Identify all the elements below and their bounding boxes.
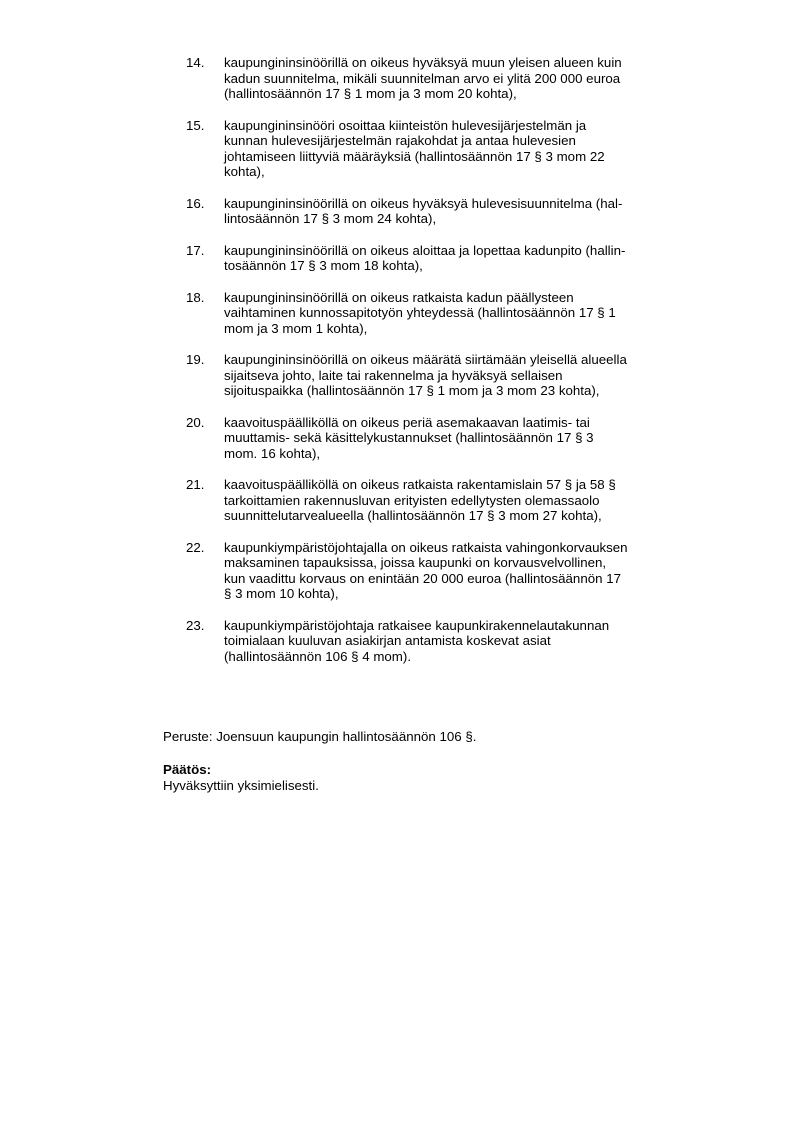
list-item bbox=[186, 55, 656, 102]
item-text: kaupungininsinööri osoittaa kiinteistön hulevesijärjestelmän ja kunnan hulevesijärjestelmän rajakohdat ja antaa hulevesien johtamiseen liittyviä määräyksiä (hallintosäännön 17 § 3 mom 22 kohta), bbox=[224, 117, 605, 179]
item-number: 21. bbox=[186, 477, 205, 492]
list-item bbox=[186, 243, 656, 274]
list-item bbox=[186, 540, 656, 602]
item-text: kaupungininsinöörillä on oikeus määrätä siirtämään yleisellä alueella sijaitseva johto, laite tai rakennelma ja hyväksyä sellaisen sijoituspaikka (hallintosäännön 17 § 1 mom ja 3 mom 23 kohta), bbox=[224, 352, 627, 398]
item-text: kaupunkiympäristöjohtajalla on oikeus ratkaista vahingonkorvauksen maksaminen tapauksissa, joissa kaupunki on korvausvelvollinen, kun vaadittu korvaus on enintään 20 000 euroa (hallintosäännön 17 § 3 mom 10 kohta), bbox=[224, 539, 628, 601]
item-number: 16. bbox=[186, 195, 205, 211]
list-item bbox=[186, 352, 656, 399]
item-number: 17. bbox=[186, 242, 205, 258]
item-text: kaupunkiympäristöjohtaja ratkaisee kaupunkirakennelautakunnan toimialaan kuuluvan asiakirjan antamista koskevat asiat (hallintosäännön 106 § 4 mom). bbox=[224, 617, 610, 664]
item-text: kaupungininsinöörillä on oikeus aloittaa ja lopettaa kadunpito (hallin- tosäännön 17 § 3 mom 18 kohta), bbox=[224, 242, 626, 273]
list-item bbox=[186, 618, 656, 665]
item-text: kaupungininsinöörillä on oikeus hyväksyä muun yleisen alueen kuin kadun suunnitelma, mikäli suunnitelman arvo ei ylitä 200 000 euroa (hallintosäännön 17 § 1 mom ja 3 mom 20 kohta), bbox=[224, 55, 622, 101]
item-number: 23. bbox=[186, 617, 205, 633]
list-item bbox=[186, 477, 656, 524]
item-text: kaupungininsinöörillä on oikeus hyväksyä hulevesisuunnitelma (hal- lintosäännön 17 § 3 mom 24 kohta), bbox=[224, 195, 623, 226]
item-text: kaavoituspäälliköllä on oikeus periä asemakaavan laatimis- tai muuttamis- sekä käsittelykustannukset (hallintosäännön 17 § 3 mom. 16 kohta), bbox=[224, 414, 594, 461]
item-number: 18. bbox=[186, 289, 205, 305]
item-number: 22. bbox=[186, 539, 205, 555]
item-text: kaavoituspäälliköllä on oikeus ratkaista rakentamislain 57 § ja 58 § tarkoittamien rakennusluvan erityisten edellytysten olemassaolo suunnittelutarvealueella (hallintosäännön 17 § 3 mom 27 kohta), bbox=[224, 477, 616, 523]
decision-text: Hyväksyttiin yksimielisesti. bbox=[163, 778, 319, 793]
item-number: 15. bbox=[186, 117, 205, 133]
list-item bbox=[186, 415, 656, 462]
list-item bbox=[186, 118, 656, 180]
item-number: 20. bbox=[186, 414, 205, 430]
decision-heading: Päätös: bbox=[163, 762, 212, 777]
item-number: 14. bbox=[186, 55, 205, 70]
list-item bbox=[186, 290, 656, 337]
basis-text: Peruste: Joensuun kaupungin hallintosäännön 106 §. bbox=[163, 729, 477, 744]
item-number: 19. bbox=[186, 352, 205, 367]
item-text: kaupungininsinöörillä on oikeus ratkaista kadun päällysteen vaihtaminen kunnossapitotyön yhteydessä (hallintosäännön 17 § 1 mom ja 3 mom 1 kohta), bbox=[224, 289, 616, 336]
delegation-list bbox=[186, 55, 656, 680]
list-item bbox=[186, 196, 656, 227]
